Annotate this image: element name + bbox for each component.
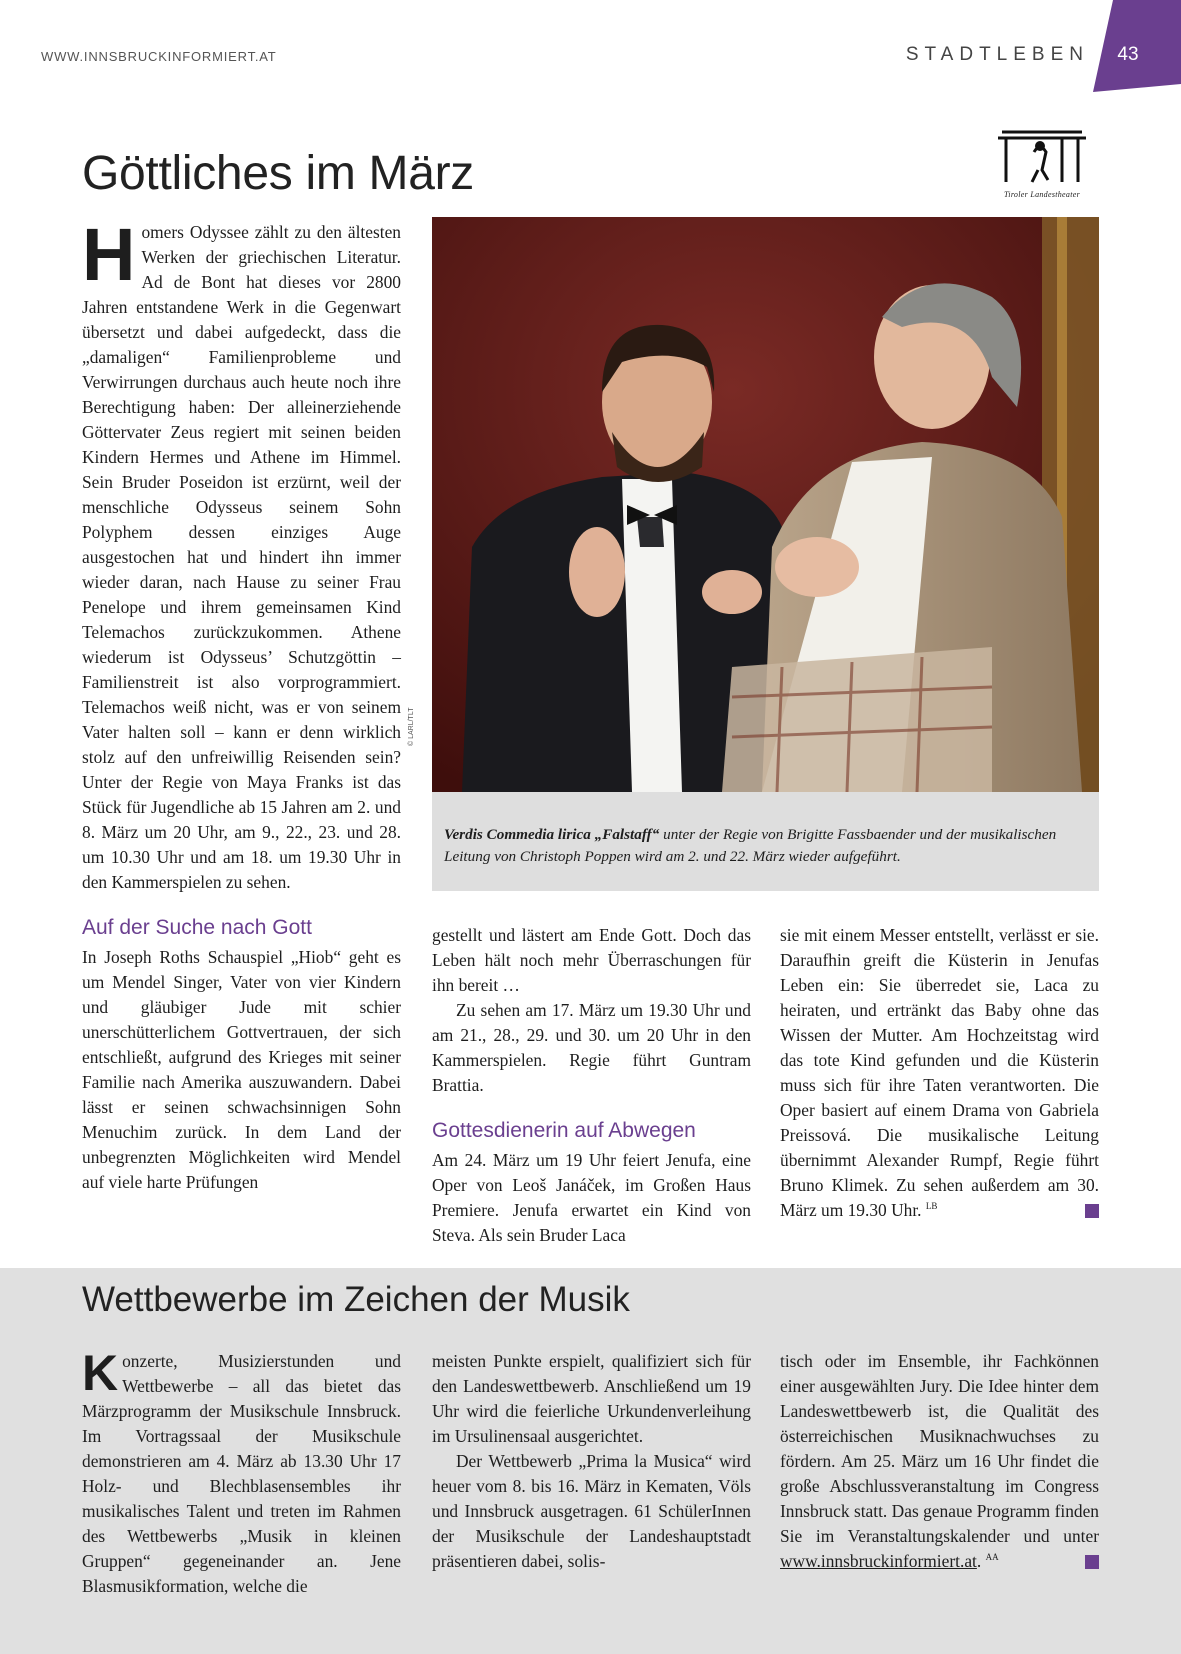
text-column-2	[432, 923, 751, 1248]
logo-caption: Tiroler Landestheater	[1003, 190, 1080, 199]
article-title-2: Wettbewerbe im Zeichen der Musik	[82, 1280, 630, 1319]
drop-cap: H	[82, 213, 136, 296]
paragraph-text: sie mit einem Messer entstellt, verlässt er sie. Daraufhin greift die Küsterin in Jenufas Leben ein: Sie überredet sie, Laca zu heiraten, und ertränkt das Baby ohne das Wissen der Mutter. Am Hochzeitstag wird das tote Kind gefunden und die Küsterin muss sich für ihre Taten verantworten. Die Oper basiert auf einem Drama von Gabriela Preissová. Die musikalische Leitung übernimmt Alexander Rumpf, Regie führt Bruno Klimek. Zu sehen außerdem am 30. März um 19.30 Uhr.	[780, 925, 1099, 1220]
website-link[interactable]: www.innsbruckinformiert.at	[780, 1551, 977, 1571]
subheading: Gottesdienerin auf Abwegen	[432, 1119, 696, 1142]
paragraph-text: onzerte, Musizierstunden und Wettbewerbe – all das bietet das Märzprogramm der Musikschule Innsbruck. Im Vortragssaal der Musikschule demonstrieren am 4. März ab 13.30 Uhr 17 Holz- und Blechblasensembles ihr musikalisches Talent und treten im Rahmen des Wettbewerbs „Musik in kleinen Gruppen“ gegeneinander an. Jene Blasmusikformation, welche die	[82, 1351, 401, 1596]
photo-credit: © LARL/TLT	[408, 707, 415, 746]
text-column-3	[780, 923, 1099, 1223]
paragraph: Der Wettbewerb „Prima la Musica“ wird heuer vom 8. bis 16. März in Kematen, Völs und Innsbruck ausgetragen. 61 SchülerInnen der Musikschule der Landeshauptstadt präsentieren dabei, solis-	[432, 1451, 751, 1571]
subheading: Auf der Suche nach Gott	[82, 916, 312, 939]
section-label: STADTLEBEN	[905, 44, 1089, 65]
paragraph: Zu sehen am 17. März um 19.30 Uhr und am 21., 28., 29. und 30. um 20 Uhr in den Kammerspielen. Regie führt Guntram Brattia.	[432, 1000, 751, 1095]
opera-photo	[432, 217, 1099, 792]
page-number: 43	[1117, 44, 1139, 65]
paragraph	[82, 213, 401, 895]
article-title: Göttliches im März	[82, 147, 475, 200]
text-column-1	[82, 213, 401, 1195]
paragraph	[780, 923, 1099, 1223]
paragraph-text: .	[976, 1551, 982, 1571]
author-initials: AA	[985, 1552, 999, 1563]
author-initials: LB	[925, 1201, 938, 1212]
bottom-column-2	[432, 1349, 751, 1574]
paragraph: gestellt und lästert am Ende Gott. Doch das Leben hält noch mehr Überraschungen für ihn bereit …	[432, 925, 751, 995]
paragraph	[82, 1345, 401, 1599]
paragraph: In Joseph Roths Schauspiel „Hiob“ geht es um Mendel Singer, Vater von vier Kindern und gläubiger Jude mit schier unerschütterlichem Gottvertrauen, der sich entschließt, aufgrund des Krieges mit seiner Familie nach Amerika auszuwandern. Dabei lässt er seinen schwachsinnigen Sohn Menuchim zurück. In dem Land der unbegrenzten Möglichkeiten wird Mendel auf viele harte Prüfungen	[82, 947, 401, 1192]
paragraph-text: omers Odyssee zählt zu den ältesten Werken der griechischen Literatur. Ad de Bont hat dieses vor 2800 Jahren entstandene Werk in die Gegenwart übersetzt und dabei aufgedeckt, dass die „damaligen“ Familienprobleme und Verwirrungen durchaus auch heute noch ihre Berechtigung haben: Der alleinerziehende Göttervater Zeus regiert mit seinen beiden Kindern Hermes und Athene im Himmel. Sein Bruder Poseidon ist erzürnt, weil der menschliche Odysseus seinem Sohn Polyphem dessen einziges Auge ausgestochen hat und hindert ihn immer wieder daran, nach Hause zu seiner Frau Penelope und ihrem gemeinsamen Kind Telemachos zurückzukommen. Athene wiederum ist Odysseus’ Schutzgöttin – Familienstreit ist also vorprogrammiert. Telemachos weiß nicht, was er von seinem Vater halten soll – kann er denn wirklich stolz auf den unfreiwillig Reisenden sein? Unter der Regie von Maya Franks ist das Stück für Jugendliche ab 15 Jahren am 2. und 8. März um 20 Uhr, am 9., 22., 23. und 28. um 10.30 Uhr und am 18. um 19.30 Uhr in den Kammerspielen zu sehen.	[82, 222, 401, 892]
paragraph-text: tisch oder im Ensemble, ihr Fachkönnen einer ausgewählten Jury. Die Idee hinter dem Landeswettbewerb ist, die Qualität des österreichischen Musiknachwuchses zu fördern. Am 25. März um 16 Uhr findet die große Abschlussveranstaltung im Congress Innsbruck statt. Das genaue Programm finden Sie im Veranstaltungskalender und unter	[780, 1351, 1099, 1546]
paragraph: Am 24. März um 19 Uhr feiert Jenufa, eine Oper von Leoš Janáček, im Großen Haus Premiere. Jenufa erwartet ein Kind von Steva. Als sein Bruder Laca	[432, 1150, 751, 1245]
caption-text: unter der Regie von Brigitte Fassbaender und der musikalischen Leitung von Christoph Poppen wird am 2. und 22. März wieder aufgeführt.	[444, 826, 1057, 865]
paragraph: meisten Punkte erspielt, qualifiziert sich für den Landeswettbewerb. Anschließend um 19 Uhr wird die feierliche Urkundenverleihung im Ursulinensaal ausgerichtet.	[432, 1351, 751, 1446]
bottom-column-1	[82, 1345, 401, 1599]
end-mark-icon	[1085, 1204, 1099, 1218]
website-url: WWW.INNSBRUCKINFORMIERT.AT	[41, 49, 277, 64]
photo-caption	[432, 792, 1099, 891]
end-mark-icon	[1085, 1555, 1099, 1569]
drop-cap: K	[82, 1345, 119, 1401]
bottom-column-3	[780, 1349, 1099, 1574]
paragraph	[780, 1349, 1099, 1574]
caption-title: Verdis Commedia lirica „Falstaff“	[444, 826, 660, 843]
